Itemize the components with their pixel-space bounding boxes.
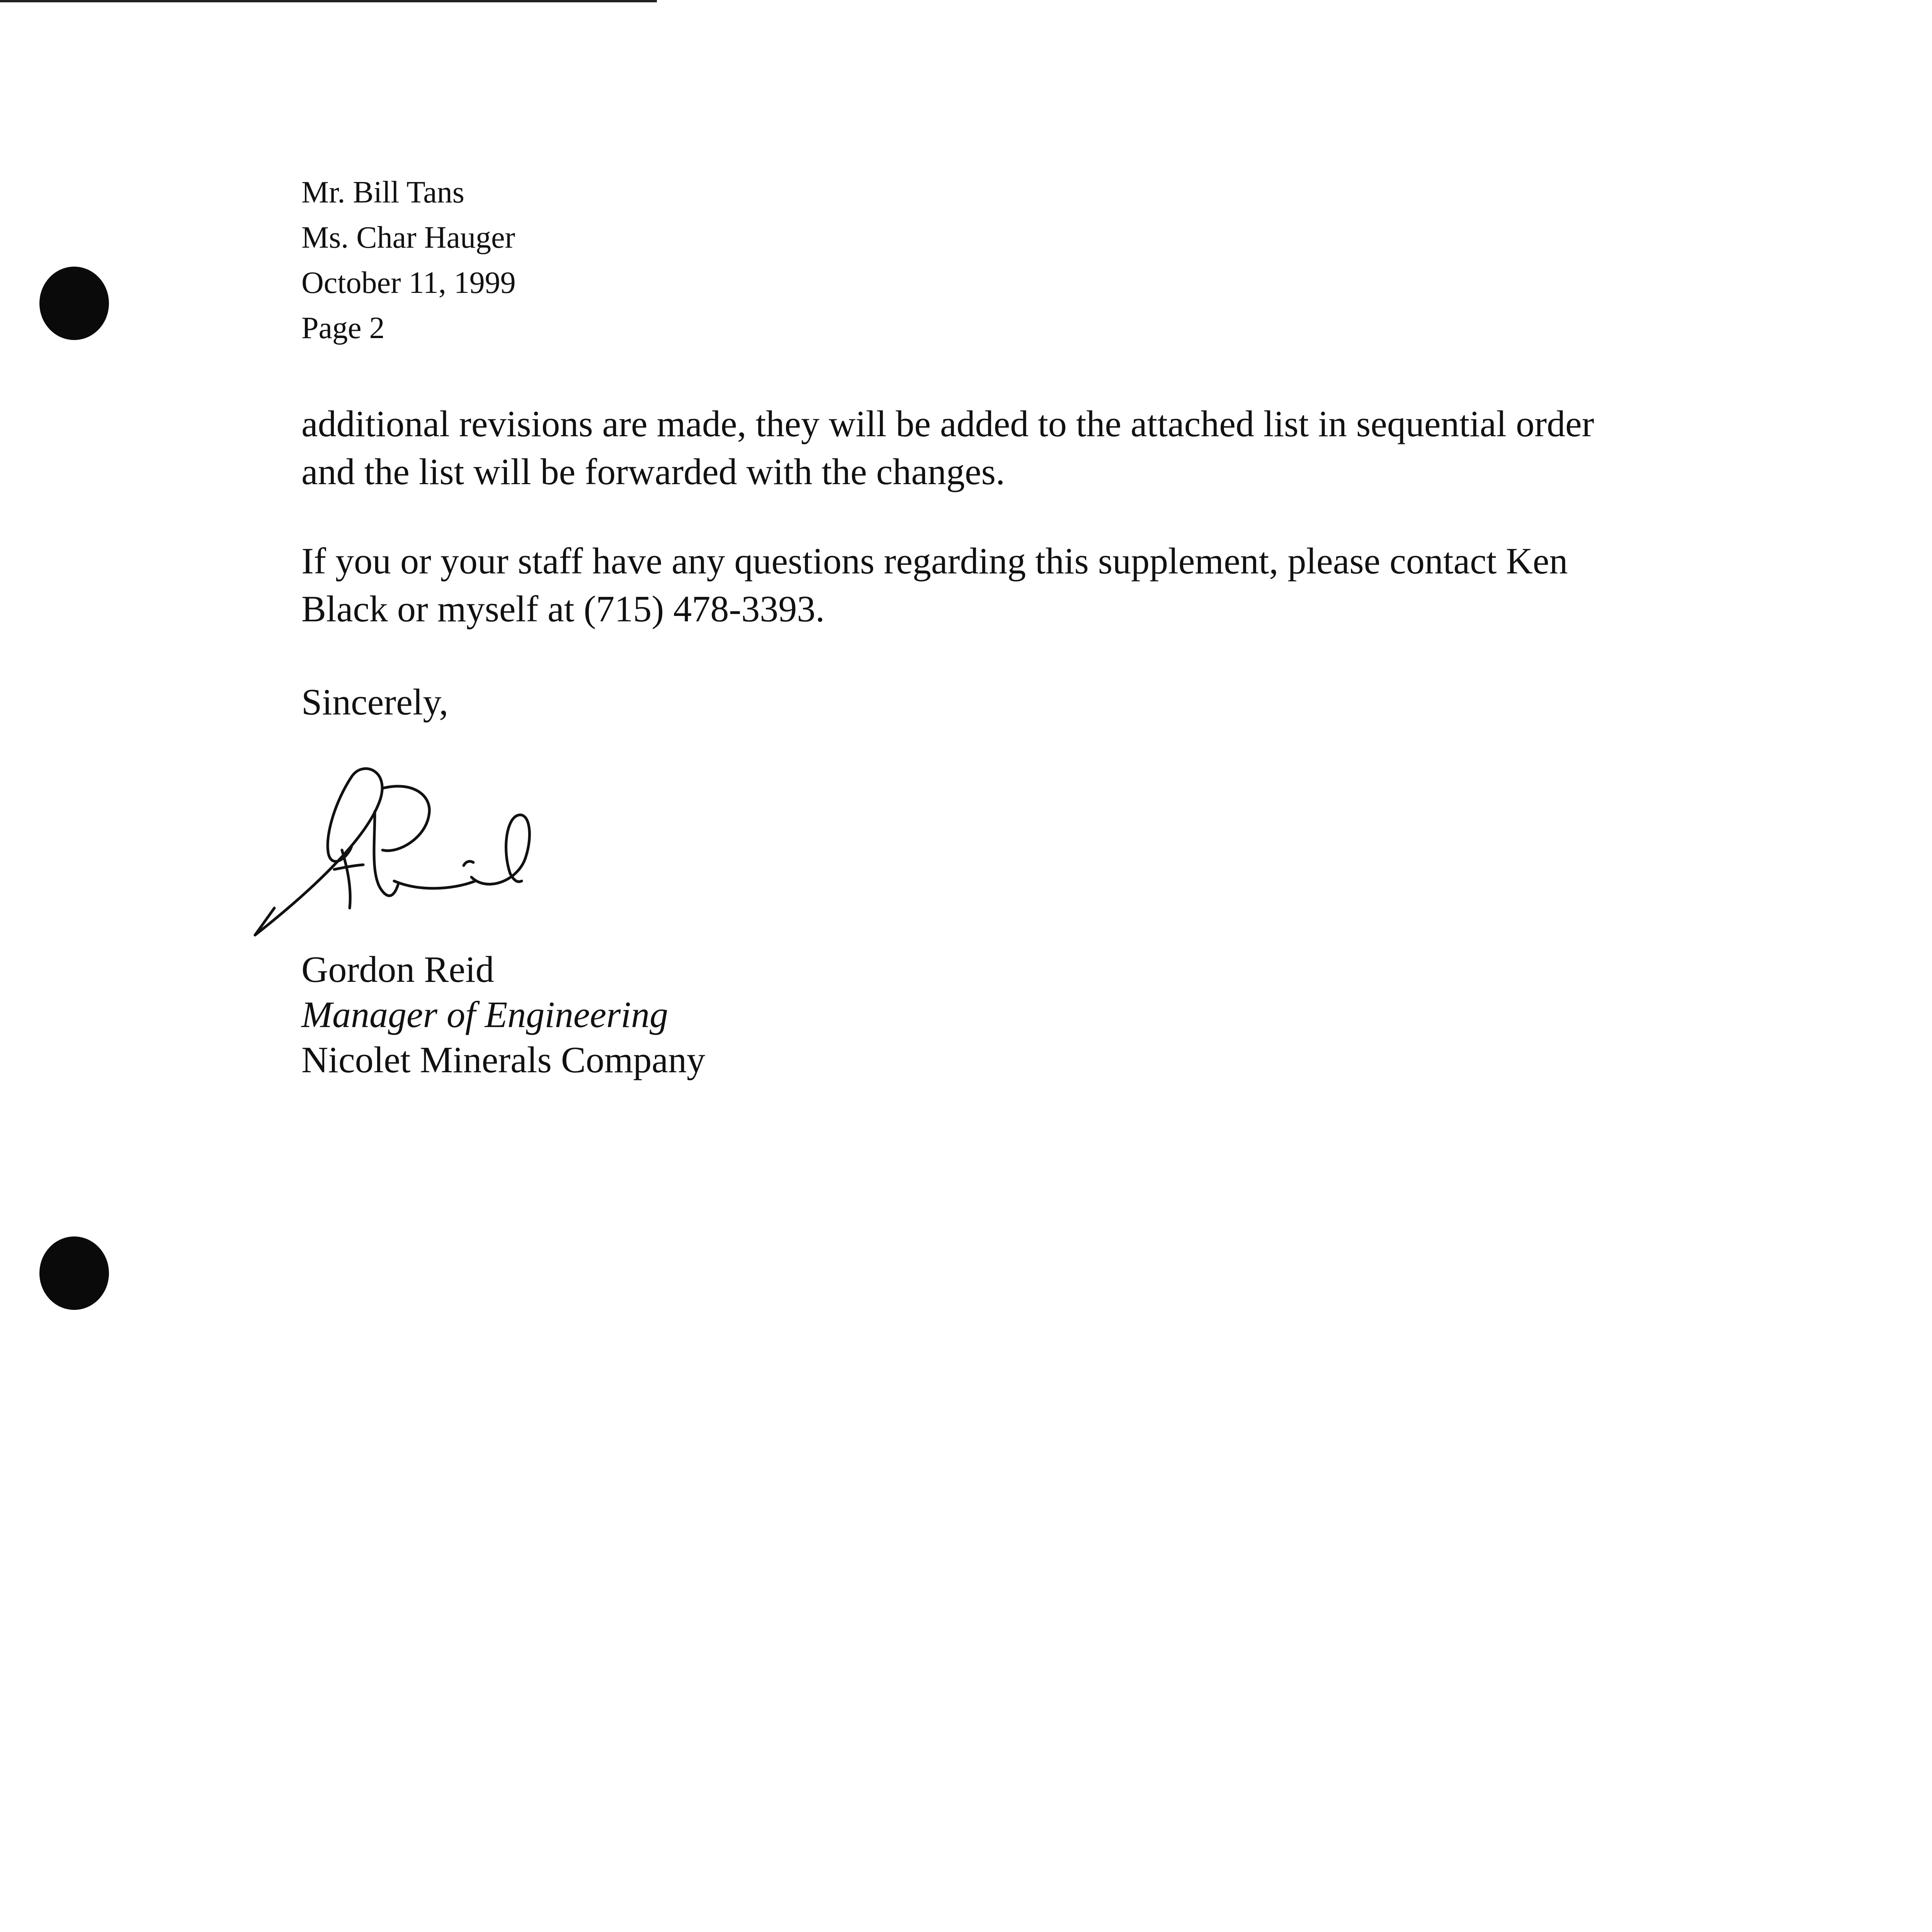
- paragraph-2-line-1: If you or your staff have any questions regarding this supplement, please contact Ken: [301, 540, 1568, 582]
- paragraph-1-line-1: additional revisions are made, they will be added to the attached list in sequential order: [301, 403, 1594, 444]
- recipient-line-2: Ms. Char Hauger: [301, 221, 515, 255]
- paragraph-2-line-2: Black or myself at (715) 478-3393.: [301, 588, 825, 629]
- signer-name: Gordon Reid: [301, 949, 494, 990]
- body-paragraph-2: [301, 537, 1568, 633]
- body-paragraph-1: [301, 400, 1594, 496]
- paragraph-1-line-2: and the list will be forwarded with the changes.: [301, 451, 1005, 492]
- recipient-line-1: Mr. Bill Tans: [301, 175, 464, 209]
- punch-hole-middle: [39, 1236, 109, 1310]
- signer-block: [301, 947, 705, 1082]
- handwritten-signature: [247, 753, 576, 943]
- letter-date: October 11, 1999: [301, 266, 516, 300]
- page-number: Page 2: [301, 311, 385, 345]
- closing-salutation: Sincerely,: [301, 681, 449, 723]
- scan-edge-line: [0, 0, 657, 2]
- signer-title: Manager of Engineering: [301, 994, 668, 1035]
- punch-hole-top: [39, 267, 109, 340]
- signer-company: Nicolet Minerals Company: [301, 1039, 706, 1080]
- letter-header: [301, 170, 516, 351]
